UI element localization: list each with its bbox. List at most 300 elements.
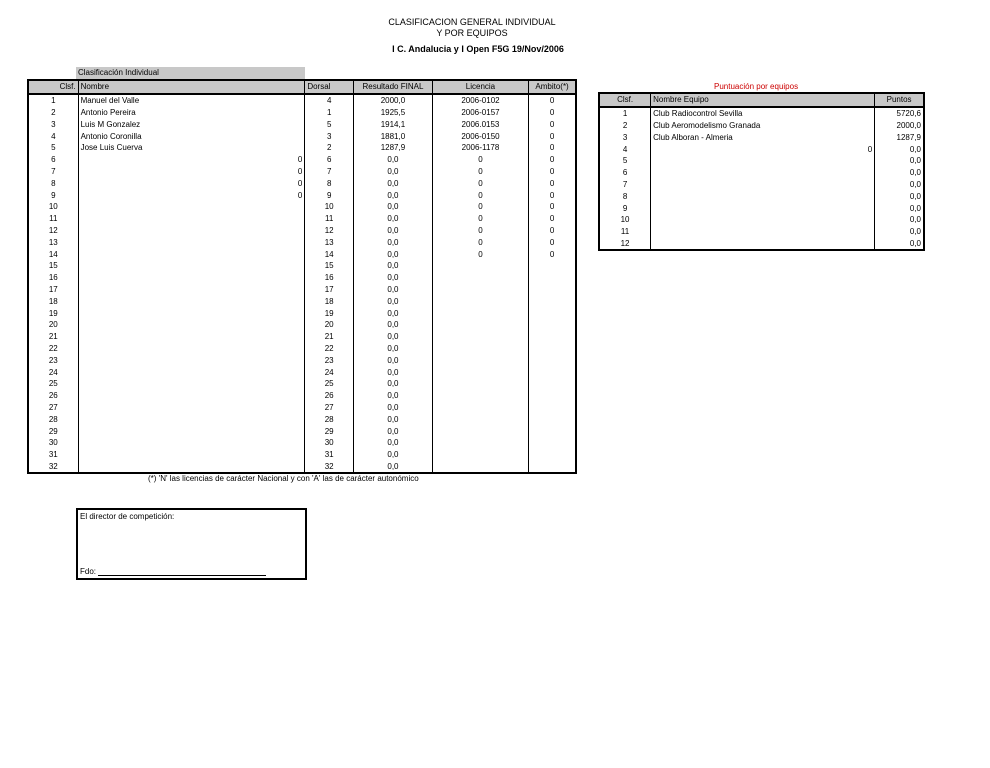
cell-team-puntos: 5720,6 [875, 107, 924, 120]
cell-ambito: 0 [529, 225, 576, 237]
cell-licencia [432, 402, 528, 414]
cell-nombre [78, 354, 305, 366]
cell-ambito [529, 461, 576, 474]
table-row [599, 143, 924, 155]
cell-resultado: 0,0 [354, 331, 433, 343]
cell-team-nombre [651, 143, 875, 155]
cell-nombre: Luis M Gonzalez [78, 118, 305, 130]
cell-licencia [432, 295, 528, 307]
cell-nombre [78, 402, 305, 414]
cell-licencia [432, 319, 528, 331]
cell-licencia [432, 331, 528, 343]
cell-licencia: 2006-1178 [432, 142, 528, 154]
cell-resultado: 1287,9 [354, 142, 433, 154]
cell-nombre [78, 189, 305, 201]
cell-clsf: 12 [48, 225, 58, 235]
cell-ambito: 0 [529, 107, 576, 119]
cell-clsf: 20 [48, 320, 58, 330]
cell-dorsal: 14 [305, 248, 354, 260]
cell-team-clsf: 5 [622, 156, 628, 166]
cell-nombre [78, 177, 305, 189]
cell-ambito [529, 413, 576, 425]
col-dorsal-header: Dorsal [305, 80, 354, 94]
cell-clsf: 11 [49, 214, 58, 224]
table-row [28, 307, 576, 319]
cell-resultado: 0,0 [354, 201, 433, 213]
cell-team-nombre: Club Radiocontrol Sevilla [651, 107, 875, 120]
cell-clsf: 25 [48, 379, 58, 389]
cell-clsf: 29 [48, 426, 58, 436]
cell-ambito: 0 [529, 213, 576, 225]
cell-resultado: 0,0 [354, 354, 433, 366]
cell-ambito [529, 272, 576, 284]
table-row [28, 118, 576, 130]
cell-licencia [432, 354, 528, 366]
cell-resultado: 0,0 [354, 461, 433, 474]
cell-licencia [432, 390, 528, 402]
cell-licencia: 2006-0102 [432, 94, 528, 107]
cell-dorsal: 26 [305, 390, 354, 402]
director-label: El director de competición: [80, 512, 175, 521]
cell-ambito [529, 295, 576, 307]
cell-nombre: Antonio Pereira [78, 107, 305, 119]
cell-clsf: 23 [48, 355, 58, 365]
cell-clsf: 8 [51, 178, 56, 188]
cell-nombre [78, 272, 305, 284]
table-row [599, 190, 924, 202]
cell-nombre [78, 213, 305, 225]
cell-resultado: 0,0 [354, 390, 433, 402]
table-row [28, 142, 576, 154]
table-row [28, 94, 576, 107]
table-row [28, 449, 576, 461]
table-row [28, 331, 576, 343]
cell-team-puntos: 2000,0 [875, 120, 924, 132]
cell-ambito [529, 284, 576, 296]
cell-team-nombre [651, 155, 875, 167]
table-row [28, 177, 576, 189]
cell-ambito: 0 [529, 236, 576, 248]
cell-team-clsf: 1 [622, 109, 628, 119]
cell-clsf: 2 [51, 107, 56, 117]
cell-nombre [78, 437, 305, 449]
cell-ambito: 0 [529, 94, 576, 107]
cell-nombre-zero: 0 [297, 178, 303, 188]
table-row [28, 284, 576, 296]
cell-licencia [432, 413, 528, 425]
cell-nombre [78, 366, 305, 378]
cell-resultado: 0,0 [354, 154, 433, 166]
cell-dorsal: 19 [305, 307, 354, 319]
cell-clsf: 24 [48, 367, 58, 377]
cell-ambito [529, 343, 576, 355]
col-team-clsf-header: Clsf. [599, 93, 651, 107]
cell-ambito [529, 354, 576, 366]
cell-resultado: 0,0 [354, 366, 433, 378]
cell-resultado: 0,0 [354, 260, 433, 272]
cell-ambito: 0 [529, 142, 576, 154]
cell-ambito: 0 [529, 248, 576, 260]
cell-dorsal: 8 [305, 177, 354, 189]
cell-team-nombre [651, 167, 875, 179]
cell-nombre-zero: 0 [297, 166, 303, 176]
cell-ambito [529, 402, 576, 414]
cell-team-puntos: 0,0 [875, 214, 924, 226]
table-row [28, 295, 576, 307]
cell-ambito [529, 366, 576, 378]
cell-licencia [432, 449, 528, 461]
cell-ambito [529, 319, 576, 331]
cell-clsf: 21 [48, 332, 58, 342]
cell-team-nombre: Club Aeromodelismo Granada [651, 120, 875, 132]
cell-nombre: Manuel del Valle [78, 94, 305, 107]
teams-section-label: Puntuación por equipos [714, 82, 799, 91]
cell-resultado: 0,0 [354, 166, 433, 178]
cell-dorsal: 15 [305, 260, 354, 272]
cell-resultado: 0,0 [354, 319, 433, 331]
cell-team-puntos: 0,0 [875, 190, 924, 202]
col-clsf-header: Clsf. [28, 80, 78, 94]
individual-table [27, 79, 577, 474]
cell-clsf: 28 [48, 414, 58, 424]
cell-dorsal: 17 [305, 284, 354, 296]
cell-resultado: 0,0 [354, 225, 433, 237]
cell-resultado: 0,0 [354, 307, 433, 319]
title-line-2: Y POR EQUIPOS [436, 28, 508, 38]
table-row [28, 154, 576, 166]
cell-team-puntos: 0,0 [875, 238, 924, 251]
cell-licencia: 0 [432, 225, 528, 237]
cell-resultado: 0,0 [354, 189, 433, 201]
cell-nombre [78, 260, 305, 272]
cell-clsf: 14 [48, 249, 58, 259]
cell-team-puntos: 0,0 [875, 155, 924, 167]
cell-resultado: 0,0 [354, 236, 433, 248]
cell-licencia: 0 [432, 236, 528, 248]
individual-header-row [28, 80, 576, 94]
cell-clsf: 17 [48, 284, 58, 294]
cell-dorsal: 27 [305, 402, 354, 414]
cell-ambito: 0 [529, 177, 576, 189]
cell-ambito: 0 [529, 118, 576, 130]
cell-licencia [432, 378, 528, 390]
cell-nombre: Jose Luis Cuerva [78, 142, 305, 154]
cell-team-clsf: 6 [622, 168, 628, 178]
cell-resultado: 0,0 [354, 343, 433, 355]
table-row [28, 354, 576, 366]
cell-team-puntos: 0,0 [875, 143, 924, 155]
cell-dorsal: 21 [305, 331, 354, 343]
table-row [599, 226, 924, 238]
cell-clsf: 6 [51, 155, 56, 165]
cell-ambito [529, 307, 576, 319]
col-team-puntos-header: Puntos [875, 93, 924, 107]
table-row [599, 155, 924, 167]
cell-clsf: 19 [48, 308, 58, 318]
cell-nombre [78, 201, 305, 213]
table-row [28, 319, 576, 331]
cell-licencia: 0 [432, 213, 528, 225]
cell-ambito [529, 425, 576, 437]
table-row [28, 225, 576, 237]
individual-table-body [28, 94, 576, 474]
table-row [28, 390, 576, 402]
table-row [599, 167, 924, 179]
cell-clsf: 1 [51, 96, 56, 106]
cell-nombre [78, 413, 305, 425]
cell-clsf: 9 [51, 190, 56, 200]
table-row [599, 202, 924, 214]
cell-clsf: 4 [51, 131, 56, 141]
cell-dorsal: 24 [305, 366, 354, 378]
cell-team-clsf: 11 [620, 227, 630, 237]
signature-line [98, 567, 266, 576]
fdo-line [80, 567, 266, 576]
table-row [28, 343, 576, 355]
cell-dorsal: 6 [305, 154, 354, 166]
cell-clsf: 16 [48, 273, 58, 283]
footnote: (*) 'N' las licencias de carácter Nacional y con 'A' las de carácter autonómico [148, 474, 419, 483]
cell-licencia: 0 [432, 154, 528, 166]
cell-nombre [78, 295, 305, 307]
cell-team-clsf: 8 [622, 191, 628, 201]
cell-ambito [529, 437, 576, 449]
table-row [28, 236, 576, 248]
table-row [599, 107, 924, 120]
cell-dorsal: 7 [305, 166, 354, 178]
cell-licencia [432, 437, 528, 449]
cell-nombre: Antonio Coronilla [78, 130, 305, 142]
cell-nombre [78, 331, 305, 343]
cell-dorsal: 13 [305, 236, 354, 248]
table-row [28, 213, 576, 225]
cell-team-clsf: 4 [622, 144, 628, 154]
cell-resultado: 2000,0 [354, 94, 433, 107]
cell-dorsal: 4 [305, 94, 354, 107]
cell-team-nombre [651, 226, 875, 238]
individual-section-label: Clasificación Individual [76, 67, 305, 79]
cell-resultado: 0,0 [354, 248, 433, 260]
col-team-nombre-header: Nombre Equipo [651, 93, 875, 107]
cell-dorsal: 32 [305, 461, 354, 474]
cell-dorsal: 9 [305, 189, 354, 201]
cell-ambito: 0 [529, 201, 576, 213]
cell-dorsal: 31 [305, 449, 354, 461]
cell-clsf: 3 [51, 119, 56, 129]
cell-team-clsf: 7 [622, 179, 628, 189]
cell-ambito [529, 260, 576, 272]
cell-licencia: 0 [432, 201, 528, 213]
cell-resultado: 1914,1 [354, 118, 433, 130]
cell-team-puntos: 1287,9 [875, 131, 924, 143]
cell-nombre [78, 449, 305, 461]
cell-dorsal: 3 [305, 130, 354, 142]
table-row [28, 130, 576, 142]
cell-nombre [78, 390, 305, 402]
cell-nombre [78, 248, 305, 260]
cell-licencia: 0 [432, 189, 528, 201]
cell-resultado: 0,0 [354, 425, 433, 437]
cell-clsf: 15 [48, 261, 58, 271]
table-row [28, 272, 576, 284]
cell-dorsal: 5 [305, 118, 354, 130]
cell-licencia [432, 284, 528, 296]
cell-dorsal: 22 [305, 343, 354, 355]
title-line-1: CLASIFICACION GENERAL INDIVIDUAL [388, 17, 556, 27]
table-row [28, 260, 576, 272]
signature-box [76, 508, 307, 580]
table-row [28, 201, 576, 213]
cell-clsf: 18 [48, 296, 58, 306]
cell-team-puntos: 0,0 [875, 179, 924, 191]
cell-team-nombre [651, 238, 875, 251]
cell-clsf: 13 [48, 237, 58, 247]
cell-dorsal: 1 [305, 107, 354, 119]
col-licencia-header: Licencia [432, 80, 528, 94]
cell-dorsal: 2 [305, 142, 354, 154]
table-row [28, 402, 576, 414]
cell-team-nombre-zero: 0 [867, 144, 873, 154]
cell-dorsal: 28 [305, 413, 354, 425]
cell-resultado: 0,0 [354, 449, 433, 461]
cell-resultado: 0,0 [354, 437, 433, 449]
cell-nombre [78, 307, 305, 319]
cell-nombre [78, 343, 305, 355]
cell-ambito: 0 [529, 154, 576, 166]
cell-resultado: 0,0 [354, 378, 433, 390]
table-row [28, 248, 576, 260]
cell-resultado: 0,0 [354, 402, 433, 414]
cell-nombre [78, 154, 305, 166]
cell-ambito [529, 390, 576, 402]
cell-dorsal: 29 [305, 425, 354, 437]
cell-dorsal: 23 [305, 354, 354, 366]
table-row [28, 413, 576, 425]
cell-nombre [78, 425, 305, 437]
cell-ambito: 0 [529, 130, 576, 142]
cell-clsf: 31 [48, 450, 58, 460]
cell-resultado: 0,0 [354, 213, 433, 225]
cell-team-clsf: 2 [622, 120, 628, 130]
col-ambito-header: Ambito(*) [529, 80, 576, 94]
cell-licencia: 2006-0157 [432, 107, 528, 119]
cell-team-clsf: 9 [622, 203, 628, 213]
cell-nombre [78, 284, 305, 296]
cell-licencia: 2006-0150 [432, 130, 528, 142]
cell-dorsal: 20 [305, 319, 354, 331]
cell-licencia: 0 [432, 177, 528, 189]
cell-dorsal: 12 [305, 225, 354, 237]
cell-team-clsf: 3 [622, 132, 628, 142]
cell-clsf: 32 [48, 461, 58, 471]
cell-licencia [432, 272, 528, 284]
cell-resultado: 0,0 [354, 295, 433, 307]
col-resultado-header: Resultado FINAL [354, 80, 433, 94]
cell-team-puntos: 0,0 [875, 202, 924, 214]
cell-nombre-zero: 0 [297, 155, 303, 165]
cell-team-nombre [651, 179, 875, 191]
cell-licencia: 2006.0153 [432, 118, 528, 130]
cell-nombre-zero: 0 [297, 190, 303, 200]
cell-nombre [78, 319, 305, 331]
cell-clsf: 26 [48, 391, 58, 401]
cell-nombre [78, 225, 305, 237]
cell-licencia [432, 343, 528, 355]
cell-dorsal: 18 [305, 295, 354, 307]
cell-clsf: 7 [51, 166, 56, 176]
cell-ambito [529, 449, 576, 461]
cell-team-nombre: Club Alboran - Almeria [651, 131, 875, 143]
table-row [599, 131, 924, 143]
cell-licencia [432, 260, 528, 272]
col-nombre-header: Nombre [78, 80, 305, 94]
teams-table-body [599, 107, 924, 251]
table-row [599, 120, 924, 132]
cell-team-nombre [651, 190, 875, 202]
table-row [599, 179, 924, 191]
cell-resultado: 0,0 [354, 177, 433, 189]
cell-ambito: 0 [529, 166, 576, 178]
cell-licencia [432, 461, 528, 474]
table-row [599, 238, 924, 251]
cell-team-clsf: 10 [620, 215, 630, 225]
table-row [28, 461, 576, 474]
cell-team-clsf: 12 [620, 238, 630, 248]
cell-nombre [78, 378, 305, 390]
teams-header-row [599, 93, 924, 107]
cell-licencia [432, 307, 528, 319]
cell-ambito [529, 378, 576, 390]
table-row [28, 425, 576, 437]
event-title: I C. Andalucia y I Open F5G 19/Nov/2006 [392, 44, 564, 54]
table-row [28, 366, 576, 378]
cell-nombre [78, 236, 305, 248]
cell-team-nombre [651, 202, 875, 214]
cell-nombre [78, 166, 305, 178]
cell-resultado: 1925,5 [354, 107, 433, 119]
table-row [28, 166, 576, 178]
cell-licencia: 0 [432, 248, 528, 260]
cell-ambito [529, 331, 576, 343]
table-row [599, 214, 924, 226]
cell-nombre [78, 461, 305, 474]
cell-clsf: 30 [48, 438, 58, 448]
cell-licencia: 0 [432, 166, 528, 178]
cell-licencia [432, 425, 528, 437]
cell-dorsal: 10 [305, 201, 354, 213]
cell-licencia [432, 366, 528, 378]
cell-team-nombre [651, 214, 875, 226]
table-row [28, 378, 576, 390]
fdo-label: Fdo: [80, 567, 97, 576]
cell-team-puntos: 0,0 [875, 226, 924, 238]
cell-clsf: 27 [48, 402, 58, 412]
cell-resultado: 1881,0 [354, 130, 433, 142]
table-row [28, 107, 576, 119]
cell-dorsal: 25 [305, 378, 354, 390]
cell-clsf: 5 [51, 143, 56, 153]
cell-clsf: 10 [48, 202, 58, 212]
table-row [28, 437, 576, 449]
teams-table [598, 92, 925, 251]
cell-resultado: 0,0 [354, 413, 433, 425]
cell-dorsal: 11 [305, 213, 354, 225]
cell-ambito: 0 [529, 189, 576, 201]
cell-dorsal: 30 [305, 437, 354, 449]
cell-clsf: 22 [48, 343, 58, 353]
cell-resultado: 0,0 [354, 272, 433, 284]
cell-resultado: 0,0 [354, 284, 433, 296]
